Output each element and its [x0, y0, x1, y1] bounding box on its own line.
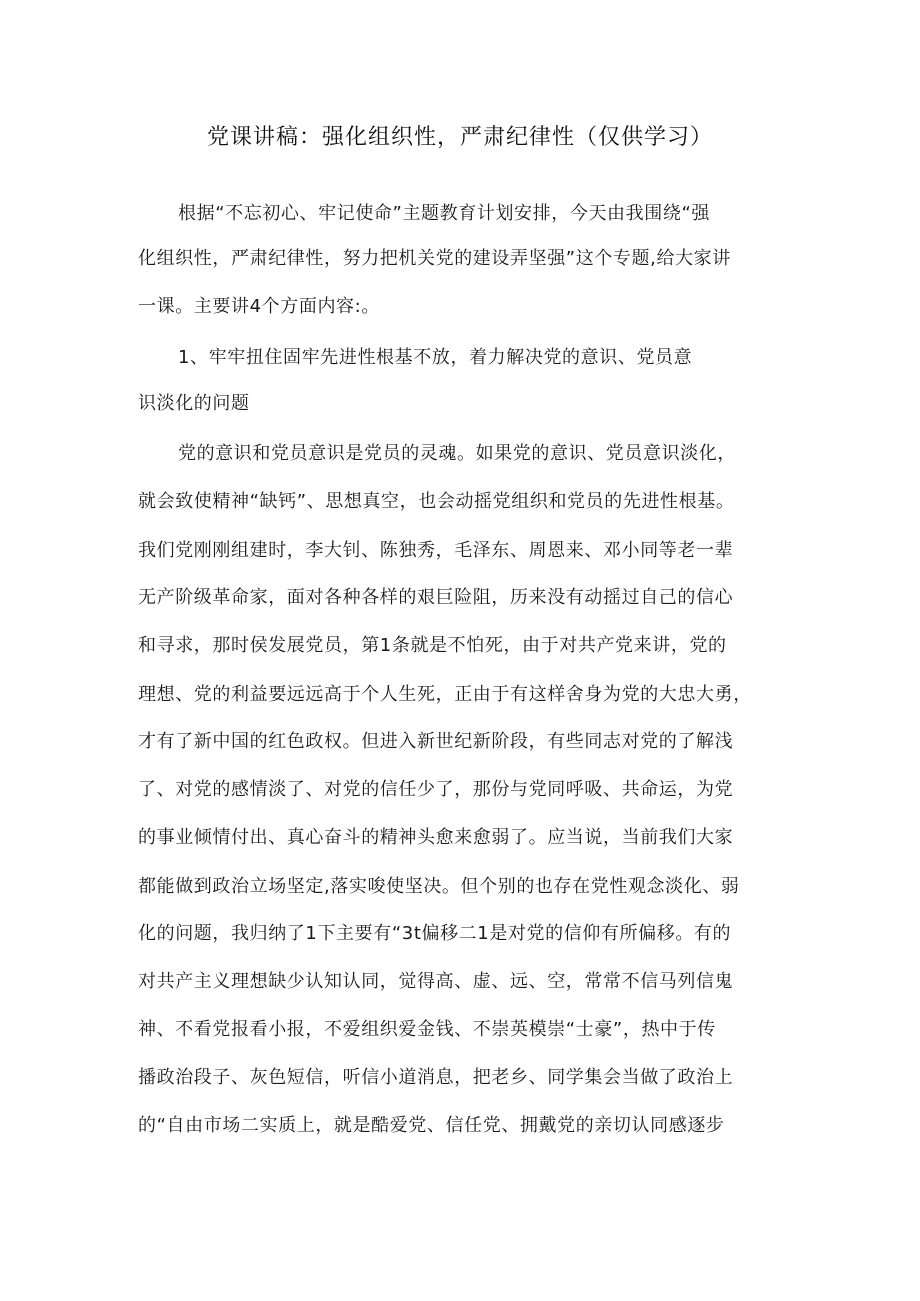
paragraph-line: 才有了新中国的红色政权。但进入新世纪新阶段，有些同志对党的了解浅	[138, 731, 734, 752]
paragraph-line: 了、对党的感情淡了、对党的信任少了，那份与党同呼吸、共命运，为党	[138, 779, 734, 800]
document-title: 党课讲稿：强化组织性，严肃纪律性（仅供学习）	[206, 125, 713, 150]
paragraph-line: 的“自由市场二实质上，就是酷爱党、信任党、拥戴党的亲切认同感逐步	[138, 1115, 725, 1136]
paragraph-line: 化组织性，严肃纪律性，努力把机关党的建设弄坚强”这个专题,给大家讲	[138, 248, 731, 269]
paragraph-line: 的事业倾情付出、真心奋斗的精神头愈来愈弱了。应当说，当前我们大家	[138, 827, 734, 848]
paragraph-line: 党的意识和党员意识是党员的灵魂。如果党的意识、党员意识淡化，	[178, 443, 736, 464]
paragraph-line: 我们党刚刚组建时，李大钊、陈独秀，毛泽东、周恩来、邓小同等老一辈	[138, 540, 734, 561]
paragraph-line: 理想、党的利益要远远高于个人生死，正由于有这样舍身为党的大忠大勇，	[138, 684, 752, 705]
paragraph-line: 和寻求，那时侯发展党员，第1条就是不怕死，由于对共产党来讲，党的	[138, 635, 727, 656]
paragraph-line: 神、不看党报看小报，不爱组织爱金钱、不崇英模崇“士豪”，热中于传	[138, 1019, 716, 1040]
paragraph-line: 都能做到政治立场坚定,落实唆使坚决。但个别的也存在党性观念淡化、弱	[138, 876, 740, 897]
paragraph-line: 一课。主要讲4个方面内容:。	[138, 296, 380, 317]
paragraph-line: 就会致使精神“缺钙”、思想真空，也会动摇党组织和党员的先进性根基。	[138, 491, 735, 512]
paragraph-line: 播政治段子、灰色短信，听信小道消息，把老乡、同学集会当做了政治上	[138, 1067, 734, 1088]
paragraph-line: 无产阶级革命家，面对各种各样的艰巨险阻，历来没有动摇过自己的信心	[138, 587, 734, 608]
section-heading-line: 1、牢牢扭住固牢先进性根基不放，着力解决党的意识、党员意	[178, 347, 693, 368]
paragraph-line: 根据“不忘初心、牢记使命”主题教育计划安排，今天由我围绕“强	[178, 203, 710, 224]
paragraph-line: 对共产主义理想缺少认知认同，觉得高、虚、远、空，常常不信马列信鬼	[138, 971, 734, 992]
paragraph-line: 化的问题，我归纳了1下主要有“3t偏移二1是对党的信仰有所偏移。有的	[138, 923, 732, 944]
section-heading-line: 识淡化的问题	[138, 393, 250, 414]
